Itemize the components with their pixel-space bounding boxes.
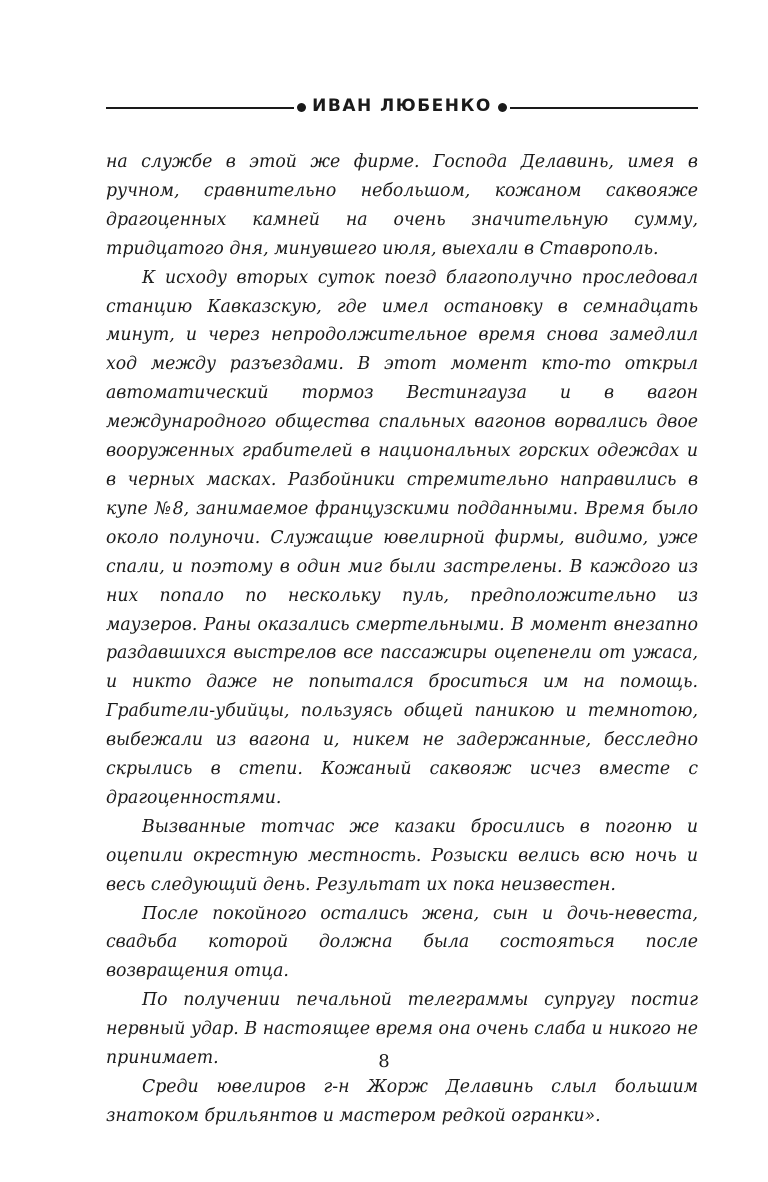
running-header xyxy=(106,92,698,124)
paragraph: По получении печальной телеграммы супругу постиг нервный удар. В настоящее время она очень слаба и никого не принимает. xyxy=(106,990,698,1069)
paragraph: К исходу вторых суток поезд благополучно проследовал станцию Кавказскую, где имел остановку в семнадцать минут, и через непродолжительное время снова замедлил ход между разъездами. В этот момент кто-то открыл автоматический тормоз Вестингауза и в вагон международного общества спальных вагонов ворвались двое вооруженных грабителей в национальных горских одеждах и в черных масках. Разбойники стремительно направились в купе №8, занимаемое французскими подданными. Время было около полуночи. Служащие ювелирной фирмы, видимо, уже спали, и поэтому в один миг были застрелены. В каждого из них попало по нескольку пуль, предположительно из маузеров. Раны оказались смертельными. В момент внезапно раздавшихся выстрелов все пассажиры оцепенели от ужаса, и никто даже не попытался броситься им на помощь. Грабители-убийцы, пользуясь общей паникою и темнотою, выбежали из вагона и, никем не задержанные, бесследно скрылись в степи. Кожаный саквояж исчез вместе с драгоценностями. xyxy=(106,267,698,808)
page-number: 8 xyxy=(378,1051,390,1072)
header-dot-right-icon xyxy=(498,103,507,112)
body-text xyxy=(106,148,698,1131)
paragraph: на службе в этой же фирме. Господа Делавинь, имея в ручном, сравнительно небольшом, кожаном саквояже драгоценных камней на очень значительную сумму, тридцатого дня, минувшего июля, выехали в Ставрополь. xyxy=(106,152,698,259)
paragraph: Среди ювелиров г-н Жорж Делавинь слыл большим знатоком брильянтов и мастером редкой огранки». xyxy=(106,1077,698,1126)
paragraph: После покойного остались жена, сын и дочь-невеста, свадьба которой должна была состояться после возвращения отца. xyxy=(106,903,698,982)
header-rule-right xyxy=(510,107,698,109)
header-author: ИВАН ЛЮБЕНКО xyxy=(312,96,492,116)
paragraph: Вызванные тотчас же казаки бросились в погоню и оцепили окрестную местность. Розыски велись всю ночь и весь следующий день. Результат их пока неизвестен. xyxy=(106,816,698,895)
